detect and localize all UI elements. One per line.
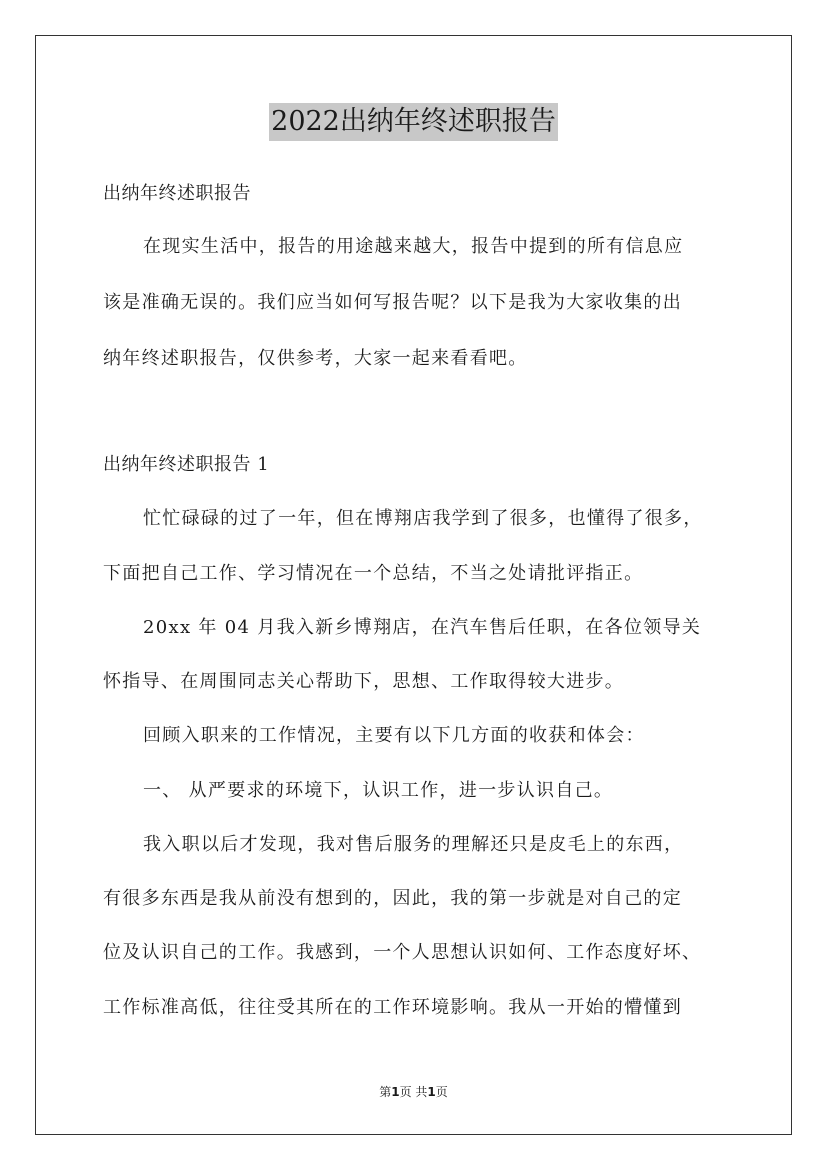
- intro-line-2: 该是准确无误的。我们应当如何写报告呢？以下是我为大家收集的出: [103, 292, 682, 313]
- document-title-wrap: [0, 103, 827, 141]
- footer-page-mid: 页 共: [399, 1085, 428, 1099]
- document-subtitle: 出纳年终述职报告: [103, 183, 251, 204]
- footer-page-total: 1: [427, 1085, 436, 1099]
- footer-page-prefix: 第: [379, 1085, 392, 1099]
- body-line-8: 有很多东西是我从前没有想到的，因此，我的第一步就是对自己的定: [103, 888, 682, 909]
- footer-page-current: 1: [391, 1085, 400, 1099]
- body-line-2: 下面把自己工作、学习情况在一个总结，不当之处请批评指正。: [103, 563, 644, 584]
- page-footer: [0, 1084, 827, 1100]
- body-line-4: 怀指导、在周围同志关心帮助下，思想、工作取得较大进步。: [103, 671, 625, 692]
- body-line-6: 一、 从严要求的环境下，认识工作，进一步认识自己。: [143, 780, 614, 801]
- section-heading: 出纳年终述职报告 1: [103, 454, 270, 475]
- footer-page-suffix: 页: [435, 1085, 448, 1099]
- intro-line-1: 在现实生活中，报告的用途越来越大，报告中提到的所有信息应: [143, 236, 684, 257]
- intro-line-3: 纳年终述职报告，仅供参考，大家一起来看看吧。: [103, 348, 528, 369]
- body-line-1: 忙忙碌碌的过了一年，但在博翔店我学到了很多，也懂得了很多，: [143, 508, 703, 529]
- body-line-5: 回顾入职来的工作情况，主要有以下几方面的收获和体会：: [143, 725, 645, 746]
- body-line-10: 工作标准高低，往往受其所在的工作环境影响。我从一开始的懵懂到: [103, 997, 682, 1018]
- body-line-3: 20xx 年 04 月我入新乡博翔店，在汽车售后任职，在各位领导关: [143, 617, 702, 638]
- body-line-7: 我入职以后才发现，我对售后服务的理解还只是皮毛上的东西，: [143, 834, 684, 855]
- body-line-9: 位及认识自己的工作。我感到，一个人思想认识如何、工作态度好坏、: [103, 942, 702, 963]
- document-title: 2022出纳年终述职报告: [269, 103, 558, 141]
